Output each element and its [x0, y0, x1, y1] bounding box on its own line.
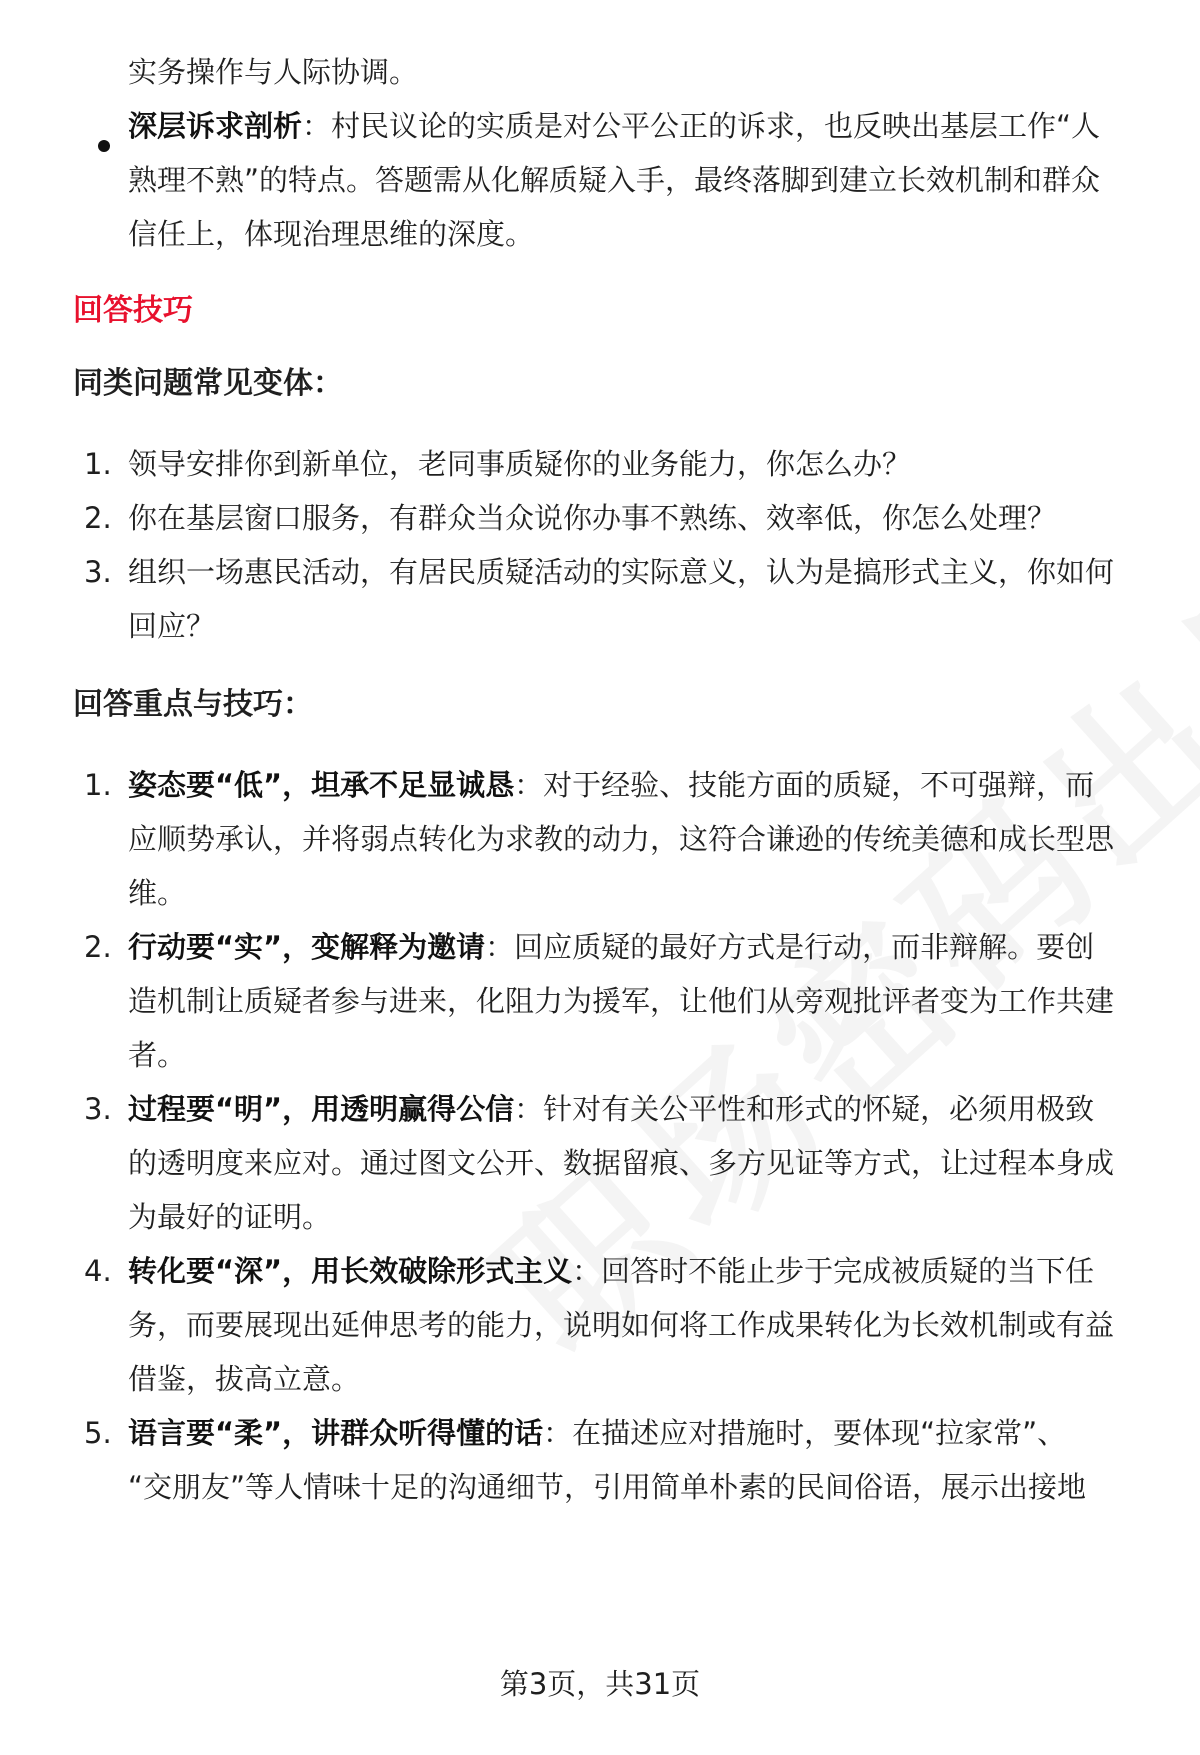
bullet-label: 深层诉求剖析: [128, 109, 303, 143]
tip-5-title: 语言要“柔”，讲群众听得懂的话: [128, 1416, 544, 1450]
tips-heading: 回答重点与技巧：: [73, 687, 313, 722]
tip-2-title: 行动要“实”，变解释为邀请: [128, 930, 486, 964]
bullet-text: ：村民议论的实质是对公平公正的诉求，也反映出基层工作“人: [302, 109, 1101, 143]
tip-5-line-2: “交朋友”等人情味十足的沟通细节，引用简单朴素的民间俗语，展示出接地: [128, 1470, 1087, 1504]
tip-2-line-1: [128, 927, 1094, 967]
variant-item-3-line-1: 组织一场惠民活动，有居民质疑活动的实际意义，认为是搞形式主义，你如何: [128, 555, 1115, 589]
tip-4-line-1: [128, 1251, 1094, 1291]
tip-1-line-2: 应顺势承认，并将弱点转化为求教的动力，这符合谦逊的传统美德和成长型思: [128, 822, 1115, 856]
bullet-line-3: 信任上，体现治理思维的深度。: [128, 217, 535, 251]
tip-1-line-3: 维。: [128, 876, 187, 910]
tip-2-text: ：回应质疑的最好方式是行动，而非辩解。要创: [485, 930, 1095, 964]
tip-1-line-1: [128, 765, 1094, 805]
tip-1-title: 姿态要“低”，坦承不足显诚恳: [128, 768, 515, 802]
section-title: 回答技巧: [73, 293, 193, 328]
tip-5-line-1: [128, 1413, 1066, 1453]
tip-number: 5.: [84, 1416, 112, 1450]
tip-number: 4.: [84, 1254, 112, 1288]
variant-item-1: 领导安排你到新单位，老同事质疑你的业务能力，你怎么办？: [128, 447, 912, 481]
variant-number: 2.: [84, 501, 112, 535]
tip-3-title: 过程要“明”，用透明赢得公信: [128, 1092, 515, 1126]
tip-number: 1.: [84, 768, 112, 802]
bullet-line-1: [128, 106, 1100, 146]
tip-4-title: 转化要“深”，用长效破除形式主义: [128, 1254, 573, 1288]
tip-5-text: ：在描述应对措施时，要体现“拉家常”、: [543, 1416, 1067, 1450]
tip-4-line-3: 借鉴，拔高立意。: [128, 1362, 361, 1396]
paragraph-continuation: 实务操作与人际协调。: [128, 55, 419, 89]
tip-3-text: ：针对有关公平性和形式的怀疑，必须用极致: [514, 1092, 1095, 1126]
tip-number: 2.: [84, 930, 112, 964]
tip-1-text: ：对于经验、技能方面的质疑，不可强辩，而: [514, 768, 1095, 802]
tip-2-line-3: 者。: [128, 1038, 187, 1072]
tip-3-line-2: 的透明度来应对。通过图文公开、数据留痕、多方见证等方式，让过程本身成: [128, 1146, 1115, 1180]
variant-item-2: 你在基层窗口服务，有群众当众说你办事不熟练、效率低，你怎么处理？: [128, 501, 1057, 535]
variant-item-3-line-2: 回应？: [128, 609, 216, 643]
tip-4-line-2: 务，而要展现出延伸思考的能力，说明如何将工作成果转化为长效机制或有益: [128, 1308, 1115, 1342]
tip-3-line-3: 为最好的证明。: [128, 1200, 332, 1234]
tip-4-text: ：回答时不能止步于完成被质疑的当下任: [572, 1254, 1095, 1288]
variants-heading: 同类问题常见变体：: [73, 366, 343, 401]
tip-2-line-2: 造机制让质疑者参与进来，化阻力为援军，让他们从旁观批评者变为工作共建: [128, 984, 1115, 1018]
bullet-line-2: 熟理不熟”的特点。答题需从化解质疑入手，最终落脚到建立长效机制和群众: [128, 163, 1101, 197]
page-number-footer: 第3页，共31页: [499, 1667, 701, 1701]
bullet-dot-icon: [98, 140, 110, 152]
variant-number: 3.: [84, 555, 112, 589]
variant-number: 1.: [84, 447, 112, 481]
tip-3-line-1: [128, 1089, 1094, 1129]
tip-number: 3.: [84, 1092, 112, 1126]
